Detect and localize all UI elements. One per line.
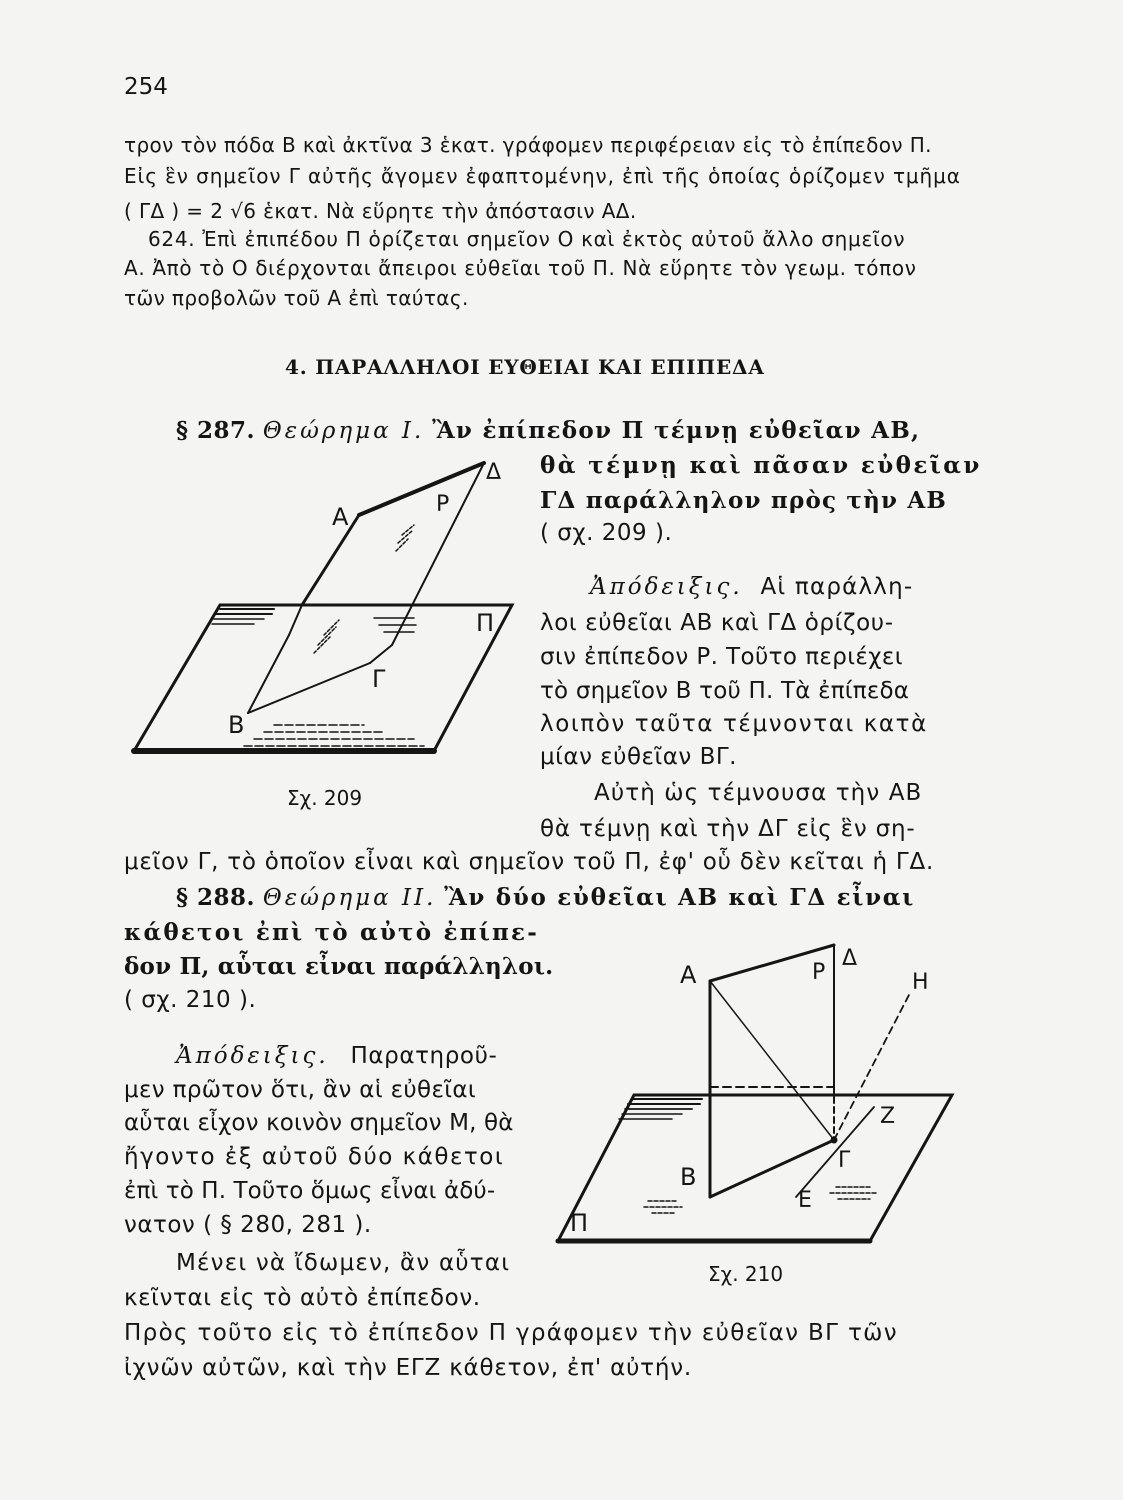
theorem1-statement-line: Ἂν ἐπίπεδον Π τέμνῃ εὐθεῖαν ΑΒ, — [432, 417, 921, 444]
proof-text: Παρατηροῦ- — [350, 1043, 498, 1069]
page-number: 254 — [124, 74, 168, 100]
fig210-label-r: Ρ — [812, 960, 826, 985]
theorem2-ref: ( σχ. 210 ). — [124, 987, 257, 1013]
fig210-label-h: Η — [912, 970, 929, 995]
theorem2-statement-line: δον Π, αὗται εἶναι παράλληλοι. — [124, 953, 554, 980]
fig210-label-p: Π — [570, 1209, 589, 1237]
theorem1-ref: ( σχ. 209 ). — [540, 520, 673, 546]
fig210-label-g: Γ — [838, 1148, 851, 1173]
fig210-label-z: Ζ — [880, 1104, 896, 1129]
fig210-label-a: Α — [680, 961, 697, 989]
theorem2-proof-line: Μένει νὰ ἴδωμεν, ἂν αὗται — [176, 1250, 511, 1276]
theorem2-proof-line: ἤγοντο ἐξ αὐτοῦ δύο κάθετοι — [124, 1144, 505, 1170]
theorem2-proof-line: κεῖνται εἰς τὸ αὐτὸ ἐπίπεδον. — [124, 1285, 481, 1311]
fig210-label-b: Β — [680, 1163, 697, 1191]
theorem1-proof-label: Ἀπόδειξις. — [590, 574, 743, 600]
fig209-label-p: Π — [476, 609, 495, 637]
theorem2-number: § 288. — [176, 884, 256, 911]
theorem2-statement-line: Ἂν δύο εὐθεῖαι ΑΒ καὶ ΓΔ εἶναι — [444, 884, 916, 911]
theorem1-proof-line: τὸ σημεῖον Β τοῦ Π. Τὰ ἐπίπεδα — [540, 678, 910, 704]
section-heading: 4. ΠΑΡΑΛΛΗΛΟΙ ΕΥΘΕΙΑΙ ΚΑΙ ΕΠΙΠΕΔΑ — [285, 355, 765, 379]
theorem1-statement-line: ΓΔ παράλληλον πρὸς τὴν ΑΒ — [540, 487, 948, 514]
text-line: ( ΓΔ ) = 2 √6 ἑκατ. Νὰ εὕρητε τὴν ἀπόστασιν ΑΔ. — [124, 199, 637, 223]
theorem2-proof-line — [176, 1043, 497, 1069]
figure-209 — [124, 455, 524, 765]
fig209-label-r: Ρ — [436, 492, 450, 517]
fig209-label-b: Β — [228, 711, 245, 739]
text-line: τρον τὸν πόδα Β καὶ ἀκτῖνα 3 ἑκατ. γράφομεν περιφέρειαν εἰς τὸ ἐπίπεδον Π. — [124, 133, 932, 157]
theorem1-proof-line: λοιπὸν ταῦτα τέμνονται κατὰ — [540, 711, 928, 737]
theorem2-proof-line: νατον ( § 280, 281 ). — [124, 1212, 372, 1238]
theorem1-header — [176, 418, 920, 444]
theorem1-proof-line: θὰ τέμνῃ καὶ τὴν ΔΓ εἰς ἓν ση- — [540, 816, 916, 842]
text-line: 624. Ἐπὶ ἐπιπέδου Π ὁρίζεται σημεῖον Ο καὶ ἐκτὸς αὐτοῦ ἄλλο σημεῖον — [148, 227, 906, 251]
theorem2-proof-line: ἰχνῶν αὐτῶν, καὶ τὴν ΕΓΖ κάθετον, ἐπ' αὐτήν. — [124, 1355, 692, 1381]
theorem2-proof-line: ἐπὶ τὸ Π. Τοῦτο ὅμως εἶναι ἀδύ- — [124, 1178, 496, 1204]
fig210-label-e: Ε — [798, 1188, 812, 1213]
fig209-label-a: Α — [332, 503, 349, 531]
theorem2-header — [176, 885, 915, 911]
theorem2-label: Θεώρημα ΙΙ. — [262, 885, 437, 911]
theorem2-proof-line: μεν πρῶτον ὅτι, ἂν αἱ εὐθεῖαι — [124, 1077, 477, 1103]
theorem1-number: § 287. — [176, 417, 256, 444]
text-line: τῶν προβολῶν τοῦ Α ἐπὶ ταύτας. — [124, 286, 469, 310]
figure-210-caption: Σχ. 210 — [708, 1262, 784, 1286]
figure-210 — [552, 935, 972, 1250]
figure-209-caption: Σχ. 209 — [287, 786, 363, 810]
fig210-label-d: Δ — [842, 946, 858, 971]
theorem1-proof-line: μίαν εὐθεῖαν ΒΓ. — [540, 744, 737, 770]
theorem1-proof-line: λοι εὐθεῖαι ΑΒ καὶ ΓΔ ὁρίζου- — [540, 610, 894, 636]
theorem2-proof-line: αὗται εἶχον κοινὸν σημεῖον Μ, θὰ — [124, 1110, 514, 1136]
theorem1-proof-line: Αὐτὴ ὡς τέμνουσα τὴν ΑΒ — [594, 780, 923, 806]
theorem1-proof-line: μεῖον Γ, τὸ ὁποῖον εἶναι καὶ σημεῖον τοῦ Π, ἐφ' οὗ δὲν κεῖται ἡ ΓΔ. — [124, 849, 935, 875]
theorem1-proof-line — [590, 574, 913, 600]
text-line: Α. Ἀπὸ τὸ Ο διέρχονται ἄπειροι εὐθεῖαι τοῦ Π. Νὰ εὕρητε τὸν γεωμ. τόπον — [124, 256, 917, 280]
text-line: Εἰς ἓν σημεῖον Γ αὐτῆς ἄγομεν ἐφαπτομένην, ἐπὶ τῆς ὁποίας ὁρίζομεν τμῆμα — [124, 164, 961, 188]
proof-text: Αἱ παράλλη- — [760, 574, 914, 600]
fig209-label-g: Γ — [372, 665, 386, 693]
theorem2-statement-line: κάθετοι ἐπὶ τὸ αὐτὸ ἐπίπε- — [124, 919, 539, 946]
theorem1-proof-line: σιν ἐπίπεδον Ρ. Τοῦτο περιέχει — [540, 644, 903, 670]
theorem1-label: Θεώρημα Ι. — [262, 418, 425, 444]
theorem2-proof-label: Ἀπόδειξις. — [176, 1043, 329, 1069]
fig209-label-d: Δ — [486, 460, 502, 485]
theorem1-statement-line: θὰ τέμνῃ καὶ πᾶσαν εὐθεῖαν — [540, 452, 982, 479]
theorem2-proof-line: Πρὸς τοῦτο εἰς τὸ ἐπίπεδον Π γράφομεν τὴν εὐθεῖαν ΒΓ τῶν — [124, 1320, 898, 1346]
